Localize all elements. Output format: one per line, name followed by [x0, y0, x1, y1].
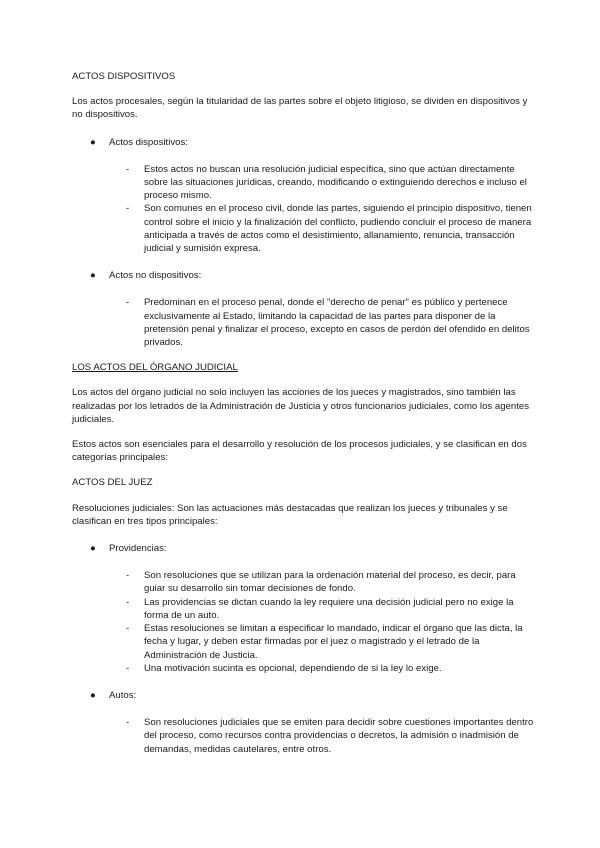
heading-actos-juez: ACTOS DEL JUEZ	[72, 477, 153, 489]
bullet-icon: ●	[90, 543, 96, 555]
dash-icon: -	[126, 596, 130, 608]
bullet-actos-dispositivos	[72, 136, 534, 149]
bullet-actos-no-dispositivos	[72, 269, 534, 282]
bullet-autos	[72, 689, 534, 702]
list-item: - Son resoluciones judiciales que se emiten para decidir sobre cuestiones importantes dentro del proceso, como recursos contra providencias o decretos, la admisión o inadmisión de demandas, medidas cautelares, entre otros.	[126, 717, 534, 755]
list-item: - Predominan en el proceso penal, donde el "derecho de penar" es público y pertenece exclusivamente al Estado, limitando la capacidad de las partes para disponer de la pretensión penal y finalizar el proceso, excepto en casos de perdón del ofendido en delitos privados.	[126, 297, 530, 349]
list-item: - Son comunes en el proceso civil, donde las partes, siguiendo el principio dispositivo, tienen control sobre el inicio y la finalización del conflicto, pudiendo concluir el proceso de manera anticipada a través de actos como el desistimiento, allanamiento, renuncia, transacción judicial y sumisión expresa.	[126, 203, 532, 255]
paragraph-intro: Los actos procesales, según la titularidad de las partes sobre el objeto litigioso, se dividen en dispositivos y no dispositivos.	[72, 96, 528, 121]
bullet-icon: ●	[90, 136, 96, 148]
bullet-icon: ●	[90, 689, 96, 701]
heading-actos-dispositivos: ACTOS DISPOSITIVOS	[72, 71, 176, 82]
dash-icon: -	[126, 203, 130, 215]
dash-icon: -	[126, 623, 130, 635]
list-item: - Estos actos no buscan una resolución judicial específica, sino que actúan directamente sobre las situaciones jurídicas, creando, modificando o extinguiendo derechos e incluso el proceso mismo.	[126, 163, 527, 202]
bullet-label: Actos dispositivos:	[109, 136, 188, 148]
paragraph-organo: Los actos del órgano judicial no solo incluyen las acciones de los jueces y magistrados, sino también las realizadas por los letrados de la Administración de Justicia y otros funcionarios judiciales, como los agentes judiciales.	[72, 387, 530, 425]
dash-icon: -	[126, 297, 130, 309]
bullet-label: Providencias:	[109, 543, 167, 555]
bullet-label: Autos:	[109, 689, 137, 701]
list-item: - Estas resoluciones se limitan a especificar lo mandado, indicar el órgano que las dicta, la fecha y lugar, y deben estar firmadas por el juez o magistrado y el letrado de la Administración de Justicia.	[126, 623, 523, 661]
bullet-label: Actos no dispositivos:	[109, 270, 202, 282]
list-item: - Una motivación sucinta es opcional, dependiendo de si la ley lo exige.	[126, 662, 442, 674]
list-item: - Son resoluciones que se utilizan para la ordenación material del proceso, es decir, para guiar su desarrollo sin tomar decisiones de fondo.	[126, 570, 516, 595]
dash-icon: -	[126, 662, 130, 674]
dash-list-providencias	[72, 569, 534, 675]
dash-icon: -	[126, 570, 130, 582]
dash-list-no-dispositivos	[72, 296, 534, 349]
list-item: - Las providencias se dictan cuando la ley requiere una decisión judicial pero no exige la forma de un auto.	[126, 596, 514, 621]
dash-list-autos	[72, 716, 534, 756]
dash-icon: -	[126, 717, 130, 729]
bullet-providencias	[72, 542, 534, 555]
paragraph-esenciales: Estos actos son esenciales para el desarrollo y resolución de los procesos judiciales, y se clasifican en dos categorías principales:	[72, 439, 527, 464]
dash-list-dispositivos	[72, 163, 534, 255]
heading-organo-judicial: LOS ACTOS DEL ÓRGANO JUDICIAL	[72, 362, 238, 374]
bullet-icon: ●	[90, 270, 96, 282]
document-body	[72, 70, 534, 756]
dash-icon: -	[126, 163, 130, 175]
paragraph-resoluciones: Resoluciones judiciales: Son las actuaciones más destacadas que realizan los jueces y tribunales y se clasifican en tres tipos principales:	[72, 502, 508, 527]
